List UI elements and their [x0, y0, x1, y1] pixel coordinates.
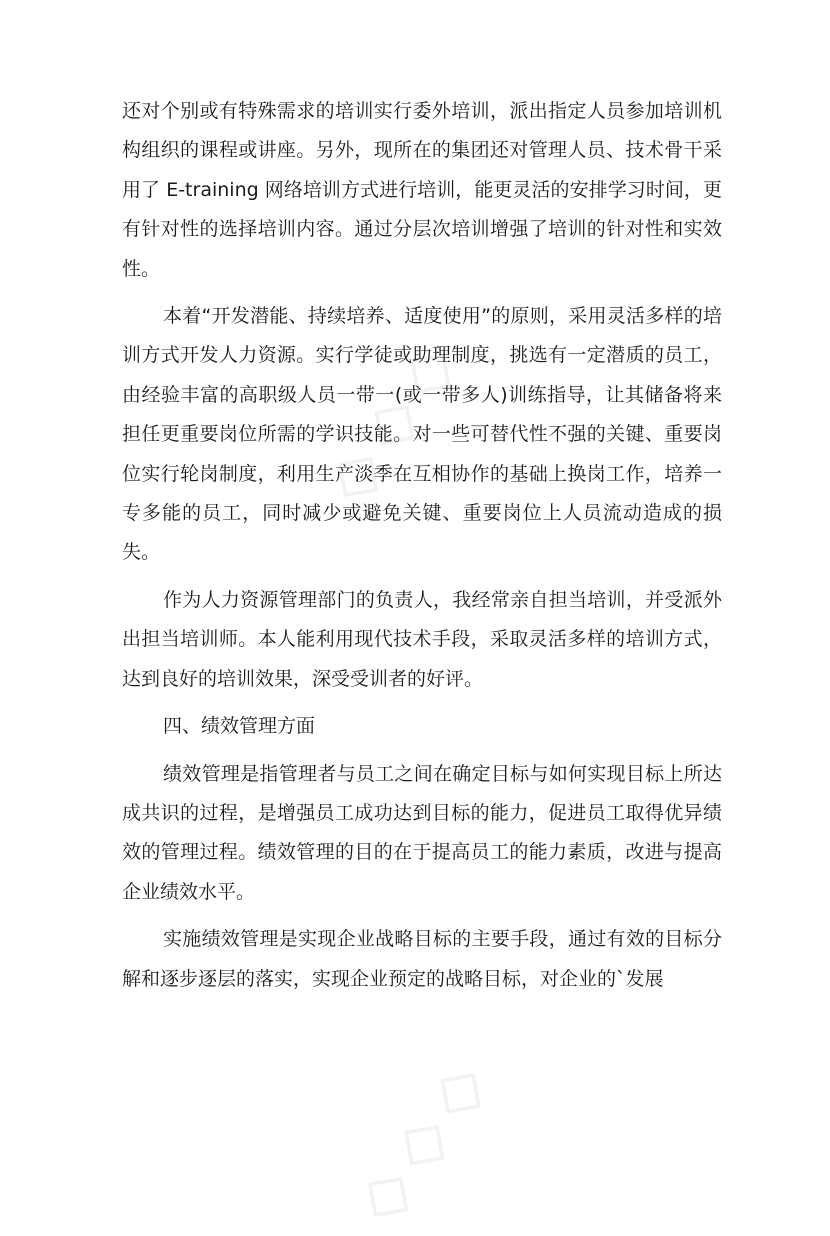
paragraph-training-principles: 本着“开发潜能、持续培养、适度使用”的原则，采用灵活多样的培训方式开发人力资源。实行学徒或助理制度，挑选有一定潜质的员工，由经验丰富的高职级人员一带一(或一带多人)训练指导，让其储备将来担任更重要岗位所需的学识技能。对一些可替代性不强的关键、重要岗位实行轮岗制度，利用生产淡季在互相协作的基础上换岗工作，培养一专多能的员工，同时减少或避免关键、重要岗位上人员流动造成的损失。	[122, 305, 722, 564]
paragraph-hr-trainer: 作为人力资源管理部门的负责人，我经常亲自担当培训，并受派外出担当培训师。本人能利用现代技术手段，采取灵活多样的培训方式，达到良好的培训效果，深受受训者的好评。	[122, 588, 722, 690]
paragraph-performance-definition: 绩效管理是指管理者与员工之间在确定目标与如何实现目标上所达成共识的过程，是增强员工成功达到目标的能力，促进员工取得优异绩效的管理过程。绩效管理的目的在于提高员工的能力素质，改进与提高企业绩效水平。	[122, 762, 722, 903]
section-heading-performance: 四、绩效管理方面	[163, 715, 316, 738]
watermark: ◇◇◇	[340, 1038, 510, 1236]
document-body	[122, 92, 722, 999]
paragraph-performance-strategy: 实施绩效管理是实现企业战略目标的主要手段，通过有效的目标分解和逐步逐层的落实，实现企业预定的战略目标，对企业的`发展	[122, 928, 722, 990]
paragraph-training-outsourcing: 还对个别或有特殊需求的培训实行委外培训，派出指定人员参加培训机构组织的课程或讲座。另外，现所在的集团还对管理人员、技术骨干采用了 E-training 网络培训方式进行培训，能更灵活的安排学习时间，更有针对性的选择培训内容。通过分层次培训增强了培训的针对性和实效性。	[122, 100, 722, 280]
watermark: ◇◇◇	[310, 318, 480, 516]
